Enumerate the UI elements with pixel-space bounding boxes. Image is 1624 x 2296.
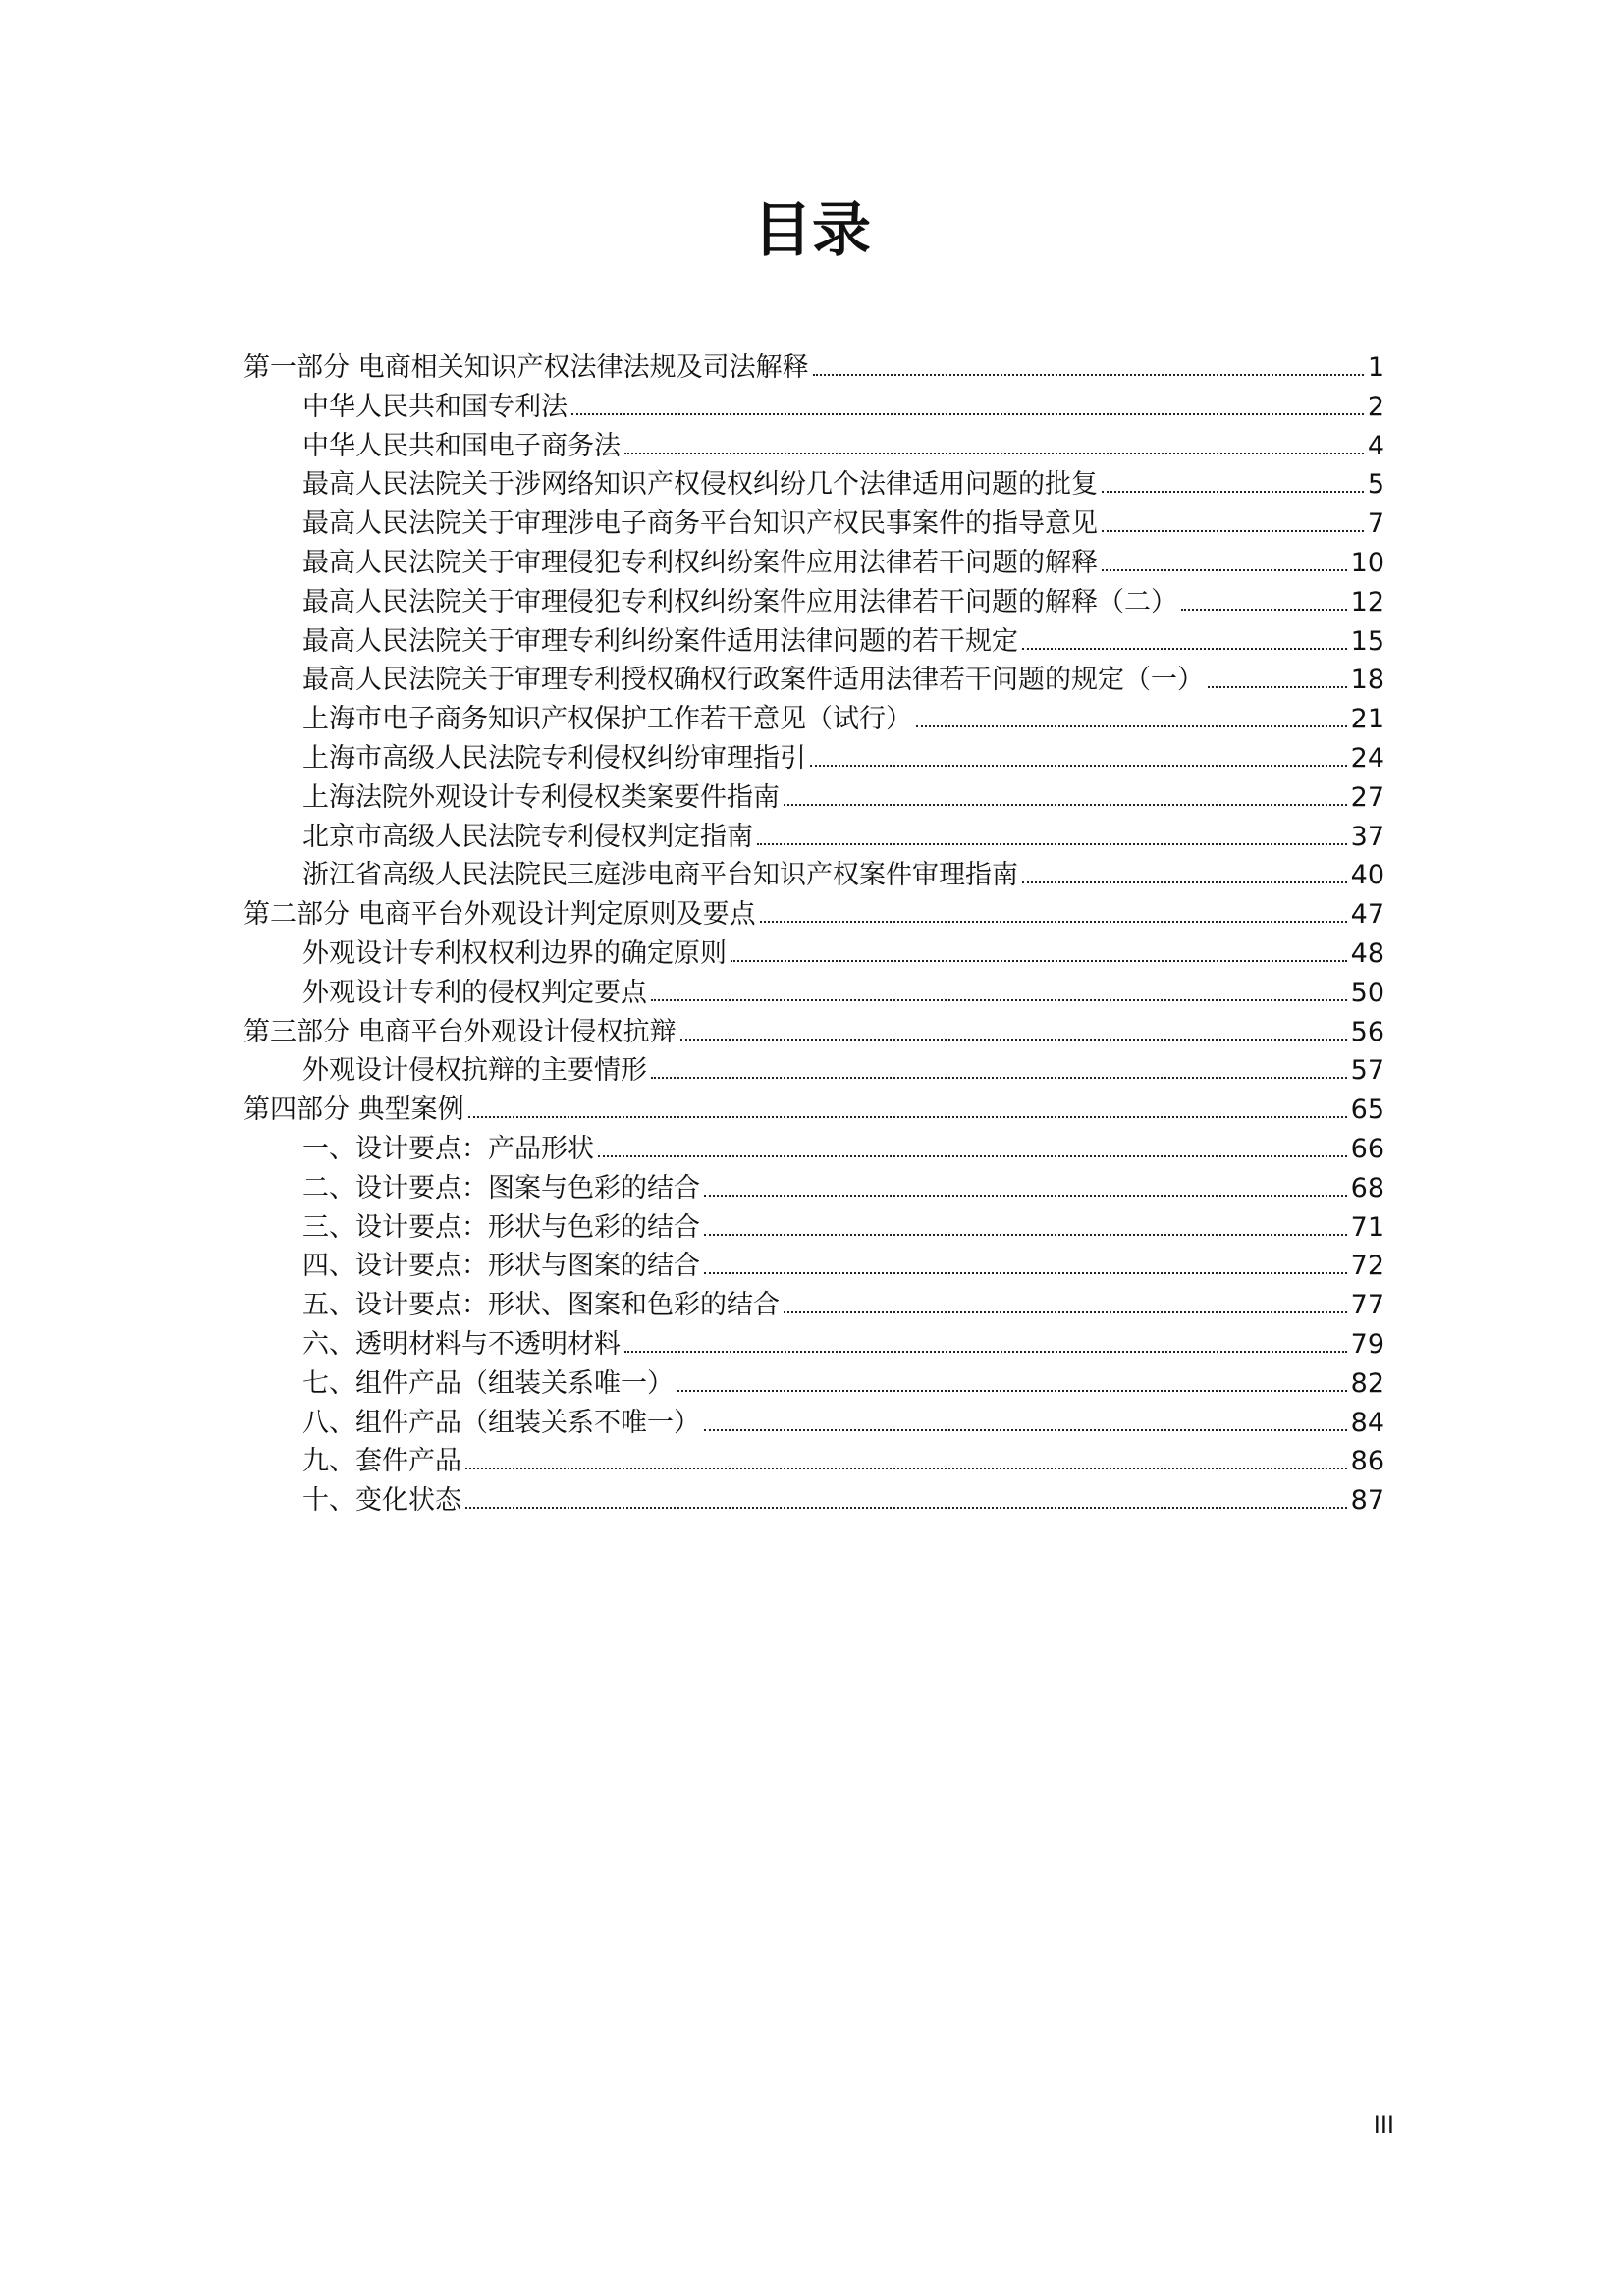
- toc-entry-page: 1: [1367, 352, 1384, 383]
- toc-entry[interactable]: [244, 583, 1384, 622]
- toc-leader-dots: [916, 725, 1347, 727]
- toc-entry-page: 40: [1350, 860, 1384, 891]
- toc-leader-dots: [468, 1116, 1347, 1118]
- toc-entry-title: 最高人民法院关于审理专利授权确权行政案件适用法律若干问题的规定（一）: [302, 665, 1204, 696]
- toc-leader-dots: [624, 453, 1364, 454]
- toc-entry-title: 最高人民法院关于审理涉电子商务平台知识产权民事案件的指导意见: [302, 508, 1098, 540]
- toc-leader-dots: [465, 1507, 1347, 1509]
- toc-leader-dots: [813, 374, 1364, 376]
- page-number: III: [1373, 2111, 1394, 2139]
- toc-entry[interactable]: [244, 544, 1384, 583]
- toc-leader-dots: [465, 1468, 1347, 1469]
- toc-entry-title: 浙江省高级人民法院民三庭涉电商平台知识产权案件审理指南: [302, 860, 1018, 891]
- toc-entry-title: 北京市高级人民法院专利侵权判定指南: [302, 821, 753, 852]
- toc-entry-page: 79: [1350, 1328, 1384, 1360]
- toc-entry-page: 56: [1350, 1016, 1384, 1047]
- toc-entry[interactable]: [244, 1442, 1384, 1481]
- toc-entry[interactable]: [244, 934, 1384, 974]
- toc-entry-title: 第二部分 电商平台外观设计判定原则及要点: [244, 899, 756, 931]
- toc-entry-page: 84: [1350, 1407, 1384, 1438]
- toc-entry-page: 2: [1367, 391, 1384, 422]
- toc-entry-page: 72: [1350, 1251, 1384, 1282]
- toc-entry-page: 57: [1350, 1055, 1384, 1087]
- toc-entry-title: 第三部分 电商平台外观设计侵权抗辩: [244, 1016, 677, 1047]
- toc-entry-page: 82: [1350, 1367, 1384, 1399]
- toc-entry[interactable]: [244, 1481, 1384, 1521]
- toc-entry-page: 47: [1350, 899, 1384, 931]
- toc-entry-part-3[interactable]: [244, 1013, 1384, 1052]
- toc-leader-dots: [731, 960, 1347, 962]
- toc-entry-title: 三、设计要点：形状与色彩的结合: [302, 1211, 700, 1243]
- toc-entry-title: 五、设计要点：形状、图案和色彩的结合: [302, 1290, 780, 1321]
- toc-entry-title: 十、变化状态: [302, 1485, 461, 1517]
- toc-entry-page: 10: [1350, 547, 1384, 578]
- toc-entry-title: 上海市高级人民法院专利侵权纠纷审理指引: [302, 742, 806, 774]
- page-title: 目录: [753, 196, 871, 265]
- toc-entry[interactable]: [244, 427, 1384, 466]
- toc-entry[interactable]: [244, 388, 1384, 427]
- toc-entry[interactable]: [244, 818, 1384, 857]
- toc-entry-title: 第一部分 电商相关知识产权法律法规及司法解释: [244, 352, 809, 383]
- toc-entry-title: 外观设计专利的侵权判定要点: [302, 977, 647, 1008]
- toc-leader-dots: [784, 804, 1347, 806]
- toc-entry[interactable]: [244, 661, 1384, 700]
- toc-entry-title: 九、套件产品: [302, 1446, 461, 1477]
- toc-leader-dots: [1102, 569, 1347, 571]
- toc-entry-title: 外观设计侵权抗辩的主要情形: [302, 1055, 647, 1087]
- toc-leader-dots: [704, 1272, 1347, 1274]
- toc-leader-dots: [1208, 686, 1347, 688]
- toc-entry-title: 最高人民法院关于涉网络知识产权侵权纠纷几个法律适用问题的批复: [302, 469, 1098, 501]
- toc-entry-title: 上海法院外观设计专利侵权类案要件指南: [302, 781, 780, 813]
- toc-entry-title: 中华人民共和国电子商务法: [302, 430, 621, 461]
- toc-entry[interactable]: [244, 1364, 1384, 1404]
- toc-entry-page: 15: [1350, 625, 1384, 657]
- toc-entry-title: 最高人民法院关于审理侵犯专利权纠纷案件应用法律若干问题的解释: [302, 547, 1098, 578]
- toc-leader-dots: [1022, 881, 1347, 883]
- toc-entry[interactable]: [244, 974, 1384, 1013]
- toc-entry-part-1[interactable]: [244, 348, 1384, 388]
- toc-entry-title: 八、组件产品（组装关系不唯一）: [302, 1407, 700, 1438]
- toc-entry-page: 48: [1350, 937, 1384, 969]
- toc-leader-dots: [1102, 491, 1364, 493]
- toc-entry-title: 一、设计要点：产品形状: [302, 1133, 594, 1164]
- toc-leader-dots: [784, 1311, 1347, 1313]
- toc-entry-title: 第四部分 典型案例: [244, 1095, 464, 1126]
- toc-entry-page: 7: [1367, 508, 1384, 540]
- toc-leader-dots: [680, 1039, 1347, 1041]
- toc-entry-page: 66: [1350, 1133, 1384, 1164]
- toc-leader-dots: [704, 1429, 1347, 1431]
- toc-entry-page: 4: [1367, 430, 1384, 461]
- toc-entry[interactable]: [244, 465, 1384, 505]
- toc-entry-page: 77: [1350, 1290, 1384, 1321]
- toc-entry[interactable]: [244, 505, 1384, 544]
- toc-entry-title: 最高人民法院关于审理侵犯专利权纠纷案件应用法律若干问题的解释（二）: [302, 586, 1177, 617]
- toc-entry[interactable]: [244, 622, 1384, 662]
- toc-leader-dots: [651, 999, 1347, 1001]
- toc-entry[interactable]: [244, 1208, 1384, 1248]
- toc-entry-title: 六、透明材料与不透明材料: [302, 1328, 621, 1360]
- toc-entry-title: 中华人民共和国专利法: [302, 391, 568, 422]
- toc-entry-page: 50: [1350, 977, 1384, 1008]
- toc-entry-page: 21: [1350, 704, 1384, 735]
- toc-entry[interactable]: [244, 1051, 1384, 1091]
- toc-entry-page: 87: [1350, 1485, 1384, 1517]
- toc-entry[interactable]: [244, 700, 1384, 739]
- toc-leader-dots: [1022, 648, 1347, 650]
- toc-entry-title: 外观设计专利权权利边界的确定原则: [302, 937, 727, 969]
- toc-entry-page: 71: [1350, 1211, 1384, 1243]
- toc-entry-page: 5: [1367, 469, 1384, 501]
- toc-leader-dots: [1181, 609, 1347, 611]
- toc-entry[interactable]: [244, 1286, 1384, 1325]
- toc-entry[interactable]: [244, 856, 1384, 895]
- toc-entry-title: 二、设计要点：图案与色彩的结合: [302, 1172, 700, 1203]
- toc-leader-dots: [651, 1077, 1347, 1079]
- toc-leader-dots: [810, 765, 1347, 767]
- toc-leader-dots: [757, 843, 1347, 845]
- toc-entry-title: 上海市电子商务知识产权保护工作若干意见（试行）: [302, 704, 912, 735]
- toc-entry-part-2[interactable]: [244, 895, 1384, 934]
- toc-entry-title: 四、设计要点：形状与图案的结合: [302, 1251, 700, 1282]
- toc-leader-dots: [704, 1234, 1347, 1236]
- toc-leader-dots: [760, 921, 1347, 923]
- toc-leader-dots: [704, 1195, 1347, 1197]
- toc-leader-dots: [624, 1351, 1347, 1353]
- toc-entry[interactable]: [244, 1130, 1384, 1169]
- toc-entry-page: 27: [1350, 781, 1384, 813]
- toc-entry[interactable]: [244, 739, 1384, 778]
- toc-entry[interactable]: [244, 778, 1384, 818]
- toc-leader-dots: [677, 1390, 1347, 1392]
- toc-leader-dots: [571, 413, 1364, 415]
- toc-leader-dots: [1102, 530, 1364, 532]
- table-of-contents: [244, 348, 1384, 1521]
- toc-entry-page: 68: [1350, 1172, 1384, 1203]
- toc-leader-dots: [598, 1155, 1347, 1157]
- toc-entry-page: 65: [1350, 1095, 1384, 1126]
- toc-entry-title: 七、组件产品（组装关系唯一）: [302, 1367, 674, 1399]
- toc-entry-page: 37: [1350, 821, 1384, 852]
- toc-entry[interactable]: [244, 1325, 1384, 1364]
- toc-entry-part-4[interactable]: [244, 1091, 1384, 1130]
- toc-entry-page: 18: [1350, 665, 1384, 696]
- toc-entry-page: 24: [1350, 742, 1384, 774]
- toc-entry[interactable]: [244, 1169, 1384, 1208]
- toc-entry-title: 最高人民法院关于审理专利纠纷案件适用法律问题的若干规定: [302, 625, 1018, 657]
- toc-entry-page: 12: [1350, 586, 1384, 617]
- toc-entry[interactable]: [244, 1404, 1384, 1443]
- toc-entry-page: 86: [1350, 1446, 1384, 1477]
- toc-entry[interactable]: [244, 1247, 1384, 1286]
